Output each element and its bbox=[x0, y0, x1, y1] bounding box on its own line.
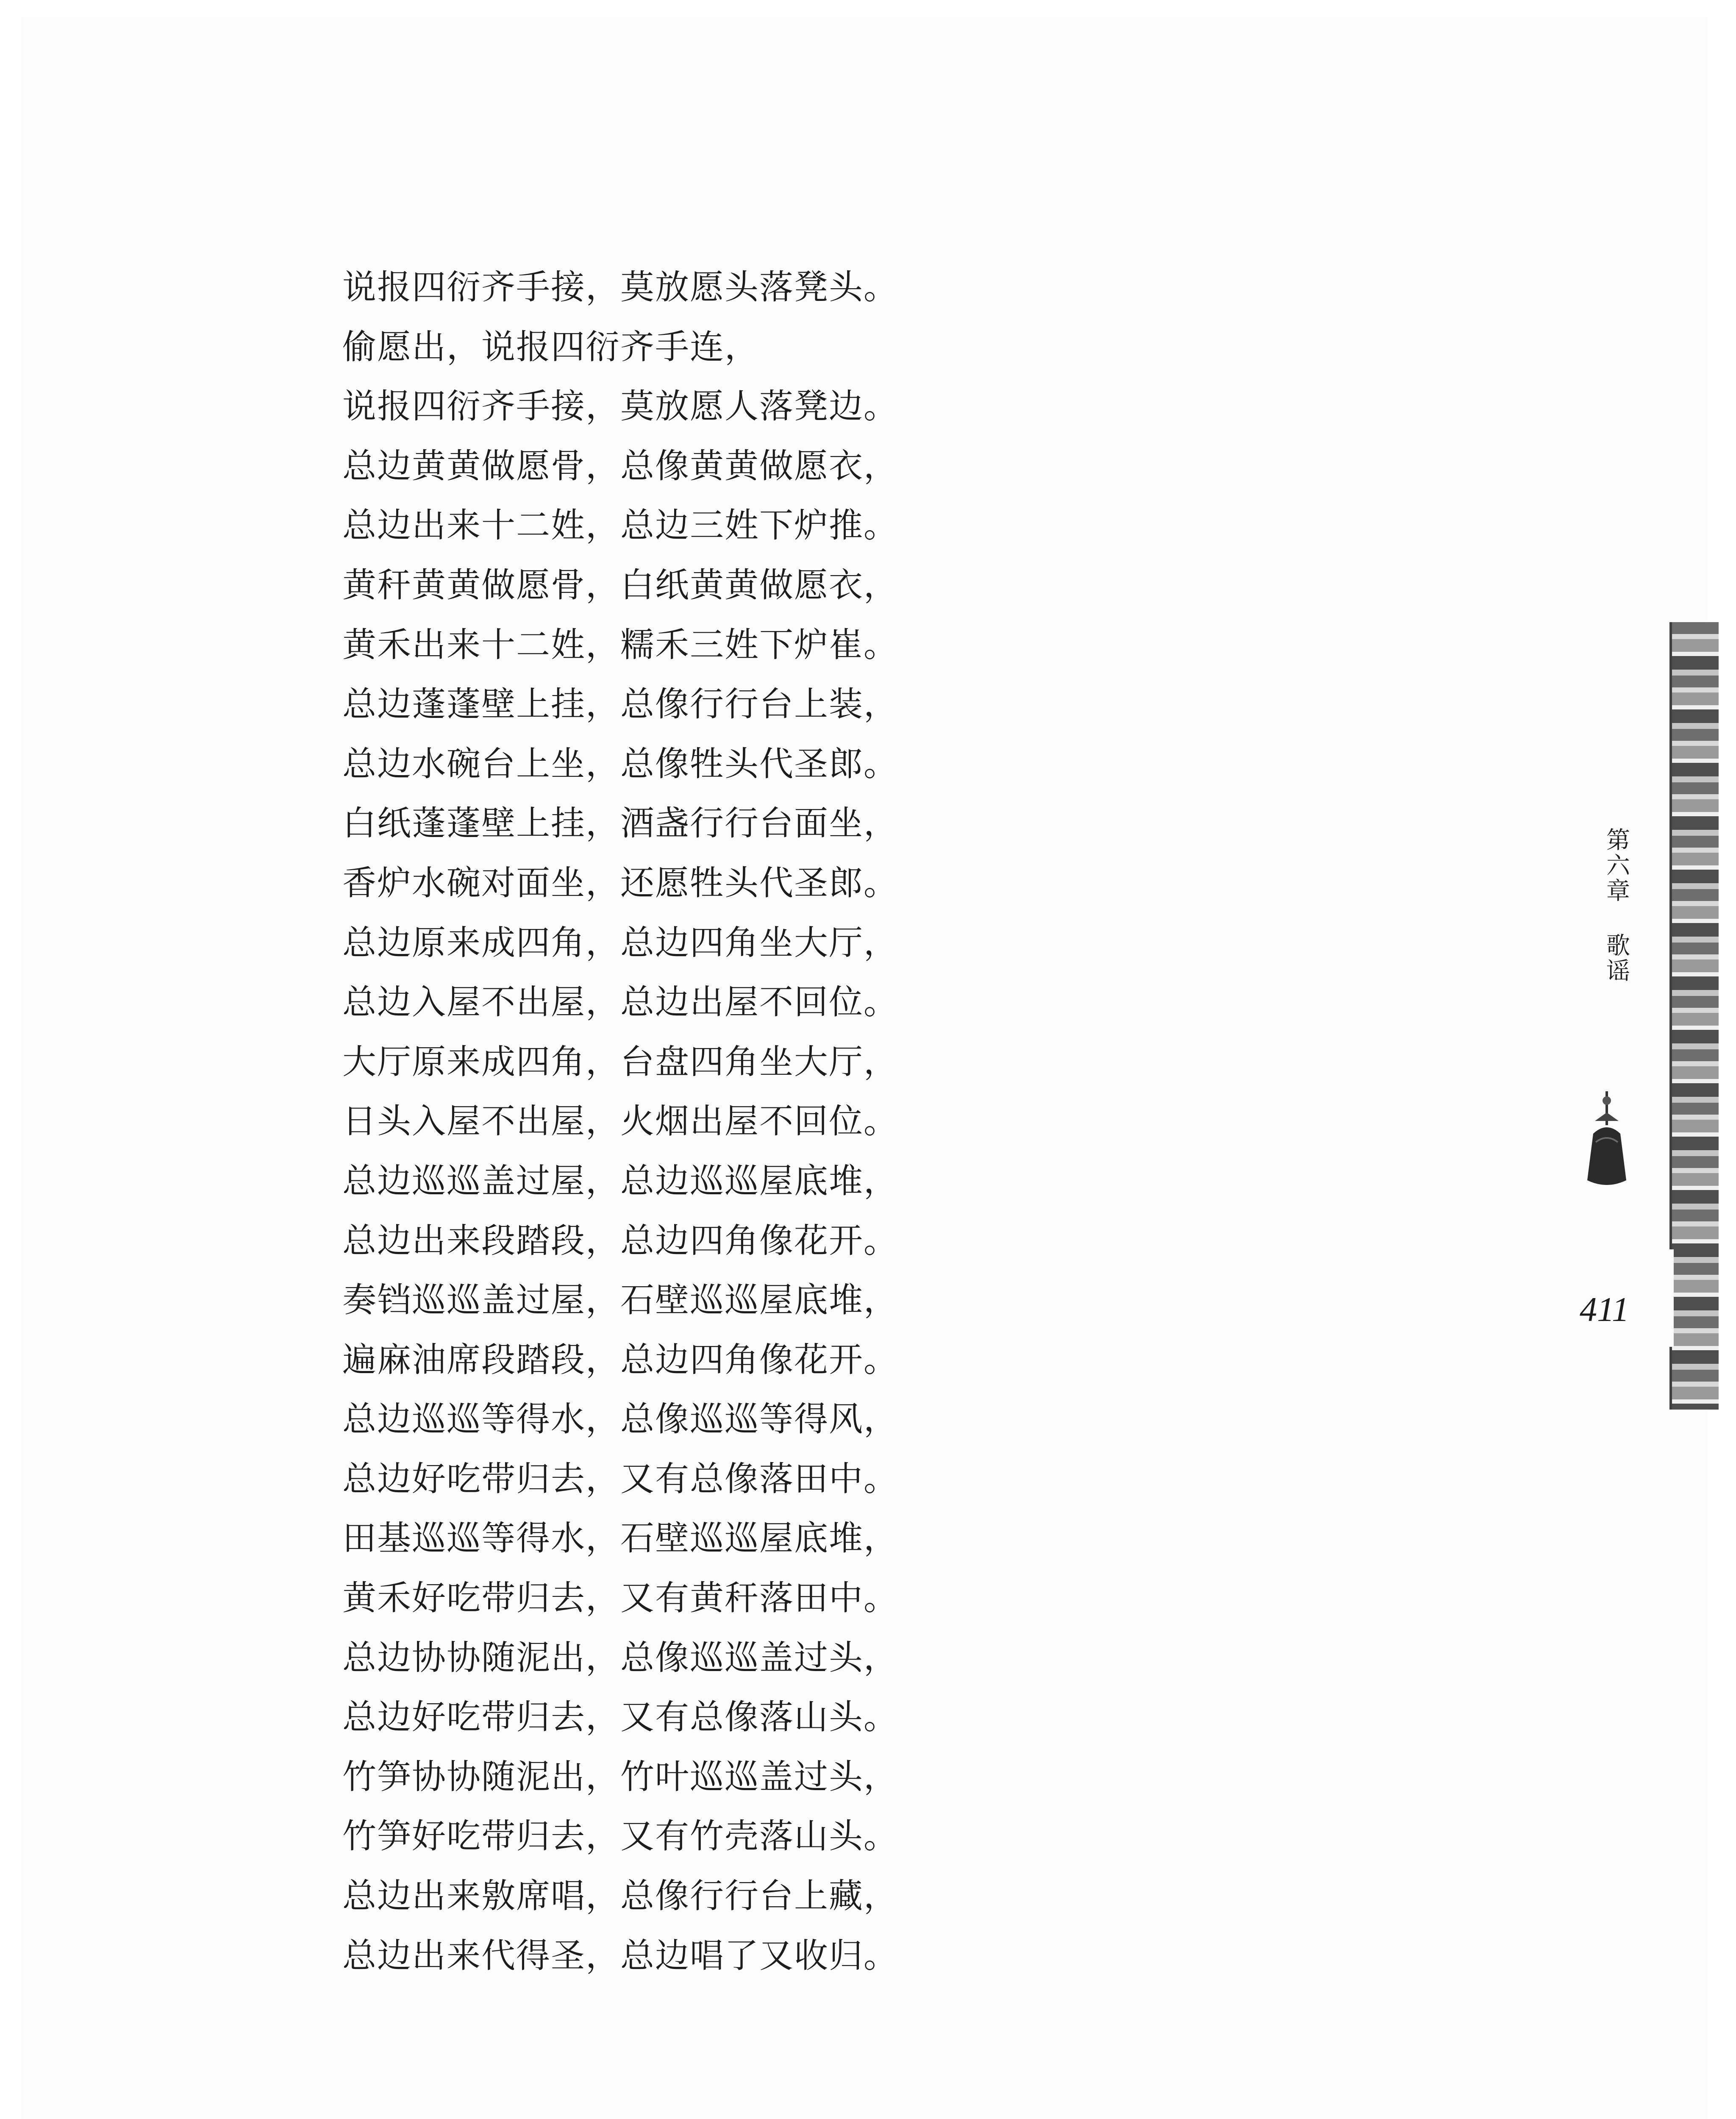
verse-line: 总边出来代得圣，总边唱了又收归。 bbox=[342, 1935, 898, 1975]
verse-line: 总边入屋不出屋，总边出屋不回位。 bbox=[342, 982, 898, 1022]
verse-line: 总边蓬蓬壁上挂，总像行行台上装， bbox=[342, 684, 898, 724]
verse-line: 总边好吃带归去，又有总像落田中。 bbox=[342, 1459, 898, 1499]
verse-block bbox=[342, 258, 961, 1986]
verse-line: 香炉水碗对面坐，还愿牲头代圣郎。 bbox=[342, 863, 898, 903]
verse-line: 说报四衍齐手接，莫放愿人落凳边。 bbox=[342, 387, 898, 426]
verse-line: 说报四衍齐手接，莫放愿头落凳头。 bbox=[342, 267, 898, 307]
verse-line: 日头入屋不出屋，火烟出屋不回位。 bbox=[342, 1101, 898, 1141]
verse-line: 总边水碗台上坐，总像牲头代圣郎。 bbox=[342, 744, 898, 784]
verse-line: 竹笋协协随泥出，竹叶巡巡盖过头， bbox=[342, 1757, 898, 1796]
verse-line: 总边协协随泥出，总像巡巡盖过头， bbox=[342, 1638, 898, 1677]
verse-line: 总边原来成四角，总边四角坐大厅， bbox=[342, 923, 898, 962]
verse-line: 黄秆黄黄做愿骨，白纸黄黄做愿衣， bbox=[342, 565, 898, 605]
verse-line: 总边出来十二姓，总边三姓下炉推。 bbox=[342, 506, 898, 545]
verse-line: 总边出来敫席唱，总像行行台上藏， bbox=[342, 1876, 898, 1916]
verse-line: 总边黄黄做愿骨，总像黄黄做愿衣， bbox=[342, 446, 898, 486]
verse-line: 田基巡巡等得水，石壁巡巡屋底堆， bbox=[342, 1518, 898, 1558]
verse-line: 总边出来段踏段，总边四角像花开。 bbox=[342, 1221, 898, 1260]
verse-line: 偷愿出，说报四衍齐手连， bbox=[342, 327, 759, 367]
verse-line: 黄禾好吃带归去，又有黄秆落田中。 bbox=[342, 1578, 898, 1618]
chapter-label: 第六章 歌谣 bbox=[1603, 827, 1630, 984]
verse-line: 总边好吃带归去，又有总像落山头。 bbox=[342, 1697, 898, 1737]
border-band-notch bbox=[1648, 1249, 1674, 1347]
verse-line: 白纸蓬蓬壁上挂，酒盏行行台面坐， bbox=[342, 804, 898, 843]
verse-line: 竹笋好吃带归去，又有竹壳落山头。 bbox=[342, 1816, 898, 1856]
verse-line: 黄禾出来十二姓，糯禾三姓下炉崔。 bbox=[342, 625, 898, 665]
page-number: 411 bbox=[1580, 1290, 1629, 1329]
verse-line: 奏铛巡巡盖过屋，石壁巡巡屋底堆， bbox=[342, 1280, 898, 1320]
verse-line: 总边巡巡盖过屋，总边巡巡屋底堆， bbox=[342, 1161, 898, 1201]
decorative-border-band bbox=[1669, 622, 1719, 1410]
verse-line: 大厅原来成四角，台盘四角坐大厅， bbox=[342, 1042, 898, 1082]
bell-icon bbox=[1586, 1091, 1628, 1189]
verse-line: 遍麻油席段踏段，总边四角像花开。 bbox=[342, 1340, 898, 1379]
verse-line: 总边巡巡等得水，总像巡巡等得风， bbox=[342, 1399, 898, 1439]
